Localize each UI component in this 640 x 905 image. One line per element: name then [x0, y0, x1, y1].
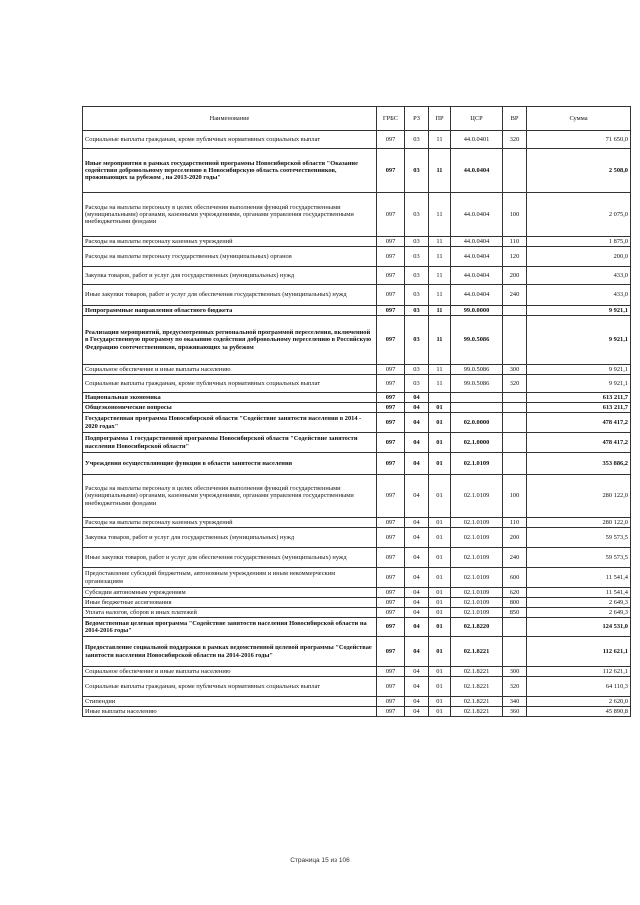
cell-grbs: 097 [377, 707, 405, 717]
cell-sum: 11 541,4 [527, 568, 631, 588]
cell-sum: 64 110,3 [527, 677, 631, 697]
cell-csr: 02.1.8220 [451, 618, 503, 637]
cell-csr: 02.1.8221 [451, 707, 503, 717]
cell-pr: 01 [429, 608, 451, 618]
cell-grbs: 097 [377, 393, 405, 403]
cell-rz: 04 [405, 528, 429, 548]
cell-rz: 03 [405, 237, 429, 247]
cell-sum: 9 921,1 [527, 306, 631, 316]
cell-pr: 01 [429, 568, 451, 588]
cell-name: Социальные выплаты гражданам, кроме публичных нормативных социальных выплат [83, 375, 377, 393]
cell-name: Социальное обеспечение и иные выплаты населению [83, 365, 377, 375]
cell-name: Социальные выплаты гражданам, кроме публичных нормативных социальных выплат [83, 677, 377, 697]
cell-grbs: 097 [377, 528, 405, 548]
cell-pr: 01 [429, 413, 451, 433]
cell-sum: 433,0 [527, 267, 631, 285]
cell-name: Подпрограмма 1 государственной программы Новосибирской области "Содействие занятости населения Новосибирской области" [83, 433, 377, 453]
table-row [83, 707, 631, 717]
header-name: Наименование [83, 107, 377, 131]
cell-vr: 850 [503, 608, 527, 618]
table-row [83, 131, 631, 149]
table-row [83, 475, 631, 518]
cell-vr [503, 413, 527, 433]
cell-pr: 01 [429, 433, 451, 453]
cell-pr: 11 [429, 306, 451, 316]
cell-grbs: 097 [377, 453, 405, 475]
page-footer: Страница 15 из 106 [290, 857, 350, 864]
header-vr: ВР [503, 107, 527, 131]
cell-grbs: 097 [377, 637, 405, 667]
cell-rz: 04 [405, 667, 429, 677]
cell-sum: 1 875,0 [527, 237, 631, 247]
table-row [83, 568, 631, 588]
cell-sum: 613 211,7 [527, 403, 631, 413]
cell-sum: 9 921,1 [527, 375, 631, 393]
cell-grbs: 097 [377, 375, 405, 393]
cell-name: Непрограммные направления областного бюджета [83, 306, 377, 316]
cell-grbs: 097 [377, 403, 405, 413]
cell-name: Социальные выплаты гражданам, кроме публичных нормативных социальных выплат [83, 131, 377, 149]
cell-rz: 03 [405, 316, 429, 365]
cell-grbs: 097 [377, 598, 405, 608]
cell-sum: 59 573,5 [527, 548, 631, 568]
cell-grbs: 097 [377, 237, 405, 247]
cell-sum: 11 541,4 [527, 588, 631, 598]
cell-csr: 99.0.5086 [451, 375, 503, 393]
cell-csr: 02.1.0109 [451, 548, 503, 568]
cell-rz: 04 [405, 568, 429, 588]
cell-csr: 02.1.0109 [451, 568, 503, 588]
cell-grbs: 097 [377, 667, 405, 677]
header-grbs: ГРБС [377, 107, 405, 131]
table-row [83, 247, 631, 267]
cell-pr: 01 [429, 667, 451, 677]
table-row [83, 306, 631, 316]
cell-rz: 04 [405, 403, 429, 413]
table-row [83, 193, 631, 237]
cell-rz: 04 [405, 697, 429, 707]
cell-grbs: 097 [377, 518, 405, 528]
cell-csr [451, 403, 503, 413]
cell-pr: 11 [429, 375, 451, 393]
cell-name: Закупка товаров, работ и услуг для государственных (муниципальных) нужд [83, 267, 377, 285]
cell-csr: 44.0.0404 [451, 149, 503, 193]
cell-csr: 02.1.8221 [451, 637, 503, 667]
cell-vr [503, 149, 527, 193]
cell-grbs: 097 [377, 316, 405, 365]
cell-name: Иные закупки товаров, работ и услуг для обеспечения государственных (муниципальных) нужд [83, 548, 377, 568]
cell-sum: 433,0 [527, 285, 631, 306]
cell-name: Иные закупки товаров, работ и услуг для обеспечения государственных (муниципальных) нужд [83, 285, 377, 306]
table-row [83, 365, 631, 375]
header-row [83, 107, 631, 131]
cell-pr: 11 [429, 365, 451, 375]
table-row [83, 375, 631, 393]
cell-csr: 44.0.0404 [451, 247, 503, 267]
cell-csr: 02.1.8221 [451, 667, 503, 677]
cell-pr: 11 [429, 316, 451, 365]
cell-grbs: 097 [377, 413, 405, 433]
cell-name: Расходы на выплаты персоналу в целях обеспечения выполнения функций государственными (муниципальными) органами, казенными учреждениями, органами управления государственными внебюджетными фондами [83, 193, 377, 237]
cell-pr: 01 [429, 677, 451, 697]
cell-sum: 112 621,1 [527, 667, 631, 677]
cell-pr: 01 [429, 548, 451, 568]
cell-pr: 01 [429, 707, 451, 717]
cell-grbs: 097 [377, 131, 405, 149]
cell-csr: 02.1.0109 [451, 528, 503, 548]
table-row [83, 237, 631, 247]
cell-csr: 02.1.0000 [451, 433, 503, 453]
cell-grbs: 097 [377, 697, 405, 707]
cell-grbs: 097 [377, 588, 405, 598]
cell-name: Реализация мероприятий, предусмотренных региональной программой переселения, включенной в Государственную программу по оказанию содействия добровольному переселению в Российскую Федерацию соотечественников, проживающих за рубежом [83, 316, 377, 365]
cell-vr [503, 453, 527, 475]
cell-csr [451, 393, 503, 403]
cell-grbs: 097 [377, 149, 405, 193]
cell-vr: 360 [503, 707, 527, 717]
cell-name: Уплата налогов, сборов и иных платежей [83, 608, 377, 618]
cell-vr: 340 [503, 697, 527, 707]
cell-rz: 04 [405, 393, 429, 403]
cell-pr [429, 393, 451, 403]
cell-sum: 200,0 [527, 247, 631, 267]
cell-vr [503, 637, 527, 667]
cell-vr [503, 306, 527, 316]
cell-vr: 110 [503, 518, 527, 528]
cell-grbs: 097 [377, 306, 405, 316]
table-row [83, 518, 631, 528]
cell-vr: 110 [503, 237, 527, 247]
cell-csr: 99.0.0000 [451, 306, 503, 316]
cell-sum: 112 621,1 [527, 637, 631, 667]
table-row [83, 637, 631, 667]
cell-name: Расходы на выплаты персоналу казенных учреждений [83, 518, 377, 528]
cell-pr: 01 [429, 453, 451, 475]
table-row [83, 316, 631, 365]
cell-grbs: 097 [377, 548, 405, 568]
cell-name: Предоставление социальной поддержки в рамках ведомственной целевой программы "Содействае занятости населения Новосибирской области на 2014-2016 годы" [83, 637, 377, 667]
cell-grbs: 097 [377, 433, 405, 453]
table-row [83, 667, 631, 677]
table-row [83, 608, 631, 618]
cell-rz: 03 [405, 149, 429, 193]
header-sum: Сумма [527, 107, 631, 131]
cell-csr: 99.0.5086 [451, 316, 503, 365]
cell-vr: 320 [503, 677, 527, 697]
cell-name: Закупка товаров, работ и услуг для государственных (муниципальных) нужд [83, 528, 377, 548]
cell-sum: 613 211,7 [527, 393, 631, 403]
cell-rz: 04 [405, 707, 429, 717]
table-row [83, 588, 631, 598]
cell-grbs: 097 [377, 285, 405, 306]
table-row [83, 267, 631, 285]
cell-name: Расходы на выплаты персоналу государственных (муниципальных) органов [83, 247, 377, 267]
table-row [83, 697, 631, 707]
table-row [83, 403, 631, 413]
header-rz: РЗ [405, 107, 429, 131]
cell-rz: 03 [405, 375, 429, 393]
cell-vr [503, 618, 527, 637]
cell-grbs: 097 [377, 475, 405, 518]
table-row [83, 393, 631, 403]
cell-grbs: 097 [377, 247, 405, 267]
cell-csr: 02.0.0000 [451, 413, 503, 433]
cell-rz: 03 [405, 131, 429, 149]
cell-name: Ведомственная целевая программа "Содействие занятости населения Новосибирской области на 2014-2016 годы" [83, 618, 377, 637]
cell-name: Расходы на выплаты персоналу в целях обеспечения выполнения функций государственными (муниципальными) органами, казенными учреждениями, органами управления государственными внебюджетными фондами [83, 475, 377, 518]
cell-sum: 353 886,2 [527, 453, 631, 475]
table-row [83, 149, 631, 193]
cell-rz: 03 [405, 247, 429, 267]
header-csr: ЦСР [451, 107, 503, 131]
cell-rz: 04 [405, 598, 429, 608]
cell-vr: 300 [503, 365, 527, 375]
cell-name: Стипендии [83, 697, 377, 707]
cell-sum: 59 573,5 [527, 528, 631, 548]
cell-vr [503, 393, 527, 403]
cell-pr: 11 [429, 285, 451, 306]
cell-name: Расходы на выплаты персоналу казенных учреждений [83, 237, 377, 247]
cell-vr: 100 [503, 193, 527, 237]
cell-pr: 01 [429, 588, 451, 598]
cell-vr: 100 [503, 475, 527, 518]
cell-rz: 04 [405, 677, 429, 697]
cell-rz: 04 [405, 637, 429, 667]
cell-grbs: 097 [377, 365, 405, 375]
cell-pr: 11 [429, 267, 451, 285]
cell-rz: 04 [405, 548, 429, 568]
cell-csr: 02.1.0109 [451, 608, 503, 618]
cell-vr [503, 433, 527, 453]
budget-table [82, 106, 631, 717]
cell-pr: 01 [429, 598, 451, 608]
cell-csr: 02.1.0109 [451, 453, 503, 475]
cell-name: Субсидии автономным учреждениям [83, 588, 377, 598]
cell-vr: 800 [503, 598, 527, 608]
cell-name: Государственная программа Новосибирской области "Содействие занятости населения в 2014 - 2020 годах" [83, 413, 377, 433]
cell-rz: 04 [405, 588, 429, 598]
cell-sum: 2 649,3 [527, 598, 631, 608]
cell-vr: 300 [503, 667, 527, 677]
cell-name: Иные бюджетные ассигнования [83, 598, 377, 608]
cell-sum: 280 122,0 [527, 518, 631, 528]
cell-sum: 45 890,8 [527, 707, 631, 717]
cell-csr: 44.0.0401 [451, 131, 503, 149]
cell-grbs: 097 [377, 608, 405, 618]
cell-grbs: 097 [377, 618, 405, 637]
cell-grbs: 097 [377, 267, 405, 285]
cell-csr: 02.1.8221 [451, 677, 503, 697]
cell-csr: 44.0.0404 [451, 237, 503, 247]
table-row [83, 618, 631, 637]
cell-pr: 01 [429, 637, 451, 667]
cell-rz: 04 [405, 413, 429, 433]
cell-vr: 120 [503, 247, 527, 267]
cell-grbs: 097 [377, 568, 405, 588]
cell-rz: 04 [405, 518, 429, 528]
cell-csr: 44.0.0404 [451, 285, 503, 306]
cell-csr: 02.1.0109 [451, 598, 503, 608]
cell-csr: 02.1.8221 [451, 697, 503, 707]
cell-sum: 478 417,2 [527, 413, 631, 433]
cell-sum: 124 531,0 [527, 618, 631, 637]
cell-csr: 44.0.0404 [451, 267, 503, 285]
table-row [83, 548, 631, 568]
cell-vr: 200 [503, 267, 527, 285]
cell-pr: 01 [429, 528, 451, 548]
table-row [83, 677, 631, 697]
table-row [83, 453, 631, 475]
cell-vr [503, 403, 527, 413]
table-row [83, 528, 631, 548]
cell-sum: 71 650,0 [527, 131, 631, 149]
cell-csr: 02.1.0109 [451, 588, 503, 598]
cell-name: Национальная экономика [83, 393, 377, 403]
cell-rz: 04 [405, 618, 429, 637]
cell-sum: 2 508,0 [527, 149, 631, 193]
cell-rz: 03 [405, 285, 429, 306]
cell-vr: 240 [503, 548, 527, 568]
cell-pr: 11 [429, 237, 451, 247]
cell-pr: 11 [429, 131, 451, 149]
cell-rz: 03 [405, 365, 429, 375]
table-row [83, 433, 631, 453]
cell-sum: 9 921,1 [527, 316, 631, 365]
cell-vr: 620 [503, 588, 527, 598]
cell-pr: 11 [429, 149, 451, 193]
cell-vr [503, 316, 527, 365]
cell-sum: 9 921,1 [527, 365, 631, 375]
cell-vr: 320 [503, 375, 527, 393]
cell-rz: 03 [405, 193, 429, 237]
cell-vr: 240 [503, 285, 527, 306]
cell-vr: 200 [503, 528, 527, 548]
cell-csr: 02.1.0109 [451, 475, 503, 518]
table-row [83, 413, 631, 433]
cell-name: Иные выплаты населению [83, 707, 377, 717]
cell-name: Предоставление субсидий бюджетным, автономным учреждениям и иным некоммерческим организациям [83, 568, 377, 588]
cell-vr: 600 [503, 568, 527, 588]
cell-pr: 11 [429, 247, 451, 267]
cell-pr: 01 [429, 618, 451, 637]
cell-grbs: 097 [377, 677, 405, 697]
cell-rz: 04 [405, 433, 429, 453]
table-row [83, 598, 631, 608]
cell-name: Общеэкономические вопросы [83, 403, 377, 413]
cell-name: Социальное обеспечение и иные выплаты населению [83, 667, 377, 677]
cell-csr: 02.1.0109 [451, 518, 503, 528]
cell-rz: 03 [405, 306, 429, 316]
cell-rz: 04 [405, 475, 429, 518]
cell-sum: 2 075,0 [527, 193, 631, 237]
cell-sum: 2 620,0 [527, 697, 631, 707]
cell-pr: 01 [429, 697, 451, 707]
cell-grbs: 097 [377, 193, 405, 237]
header-pr: ПР [429, 107, 451, 131]
cell-pr: 01 [429, 518, 451, 528]
cell-pr: 01 [429, 475, 451, 518]
cell-sum: 280 122,0 [527, 475, 631, 518]
cell-vr: 320 [503, 131, 527, 149]
cell-csr: 44.0.0404 [451, 193, 503, 237]
cell-pr: 11 [429, 193, 451, 237]
cell-rz: 04 [405, 453, 429, 475]
cell-rz: 03 [405, 267, 429, 285]
cell-pr: 01 [429, 403, 451, 413]
cell-csr: 99.0.5086 [451, 365, 503, 375]
table-row [83, 285, 631, 306]
cell-sum: 2 649,3 [527, 608, 631, 618]
cell-rz: 04 [405, 608, 429, 618]
cell-sum: 478 417,2 [527, 433, 631, 453]
cell-name: Учреждения осуществляющие функции в области занятости населения [83, 453, 377, 475]
cell-name: Иные мероприятия в рамках государственной программы Новосибирской области "Оказание содействия добровольному переселению в Новосибирскую область соотечественников, проживающих за рубежом , на 2013-2020 годы" [83, 149, 377, 193]
